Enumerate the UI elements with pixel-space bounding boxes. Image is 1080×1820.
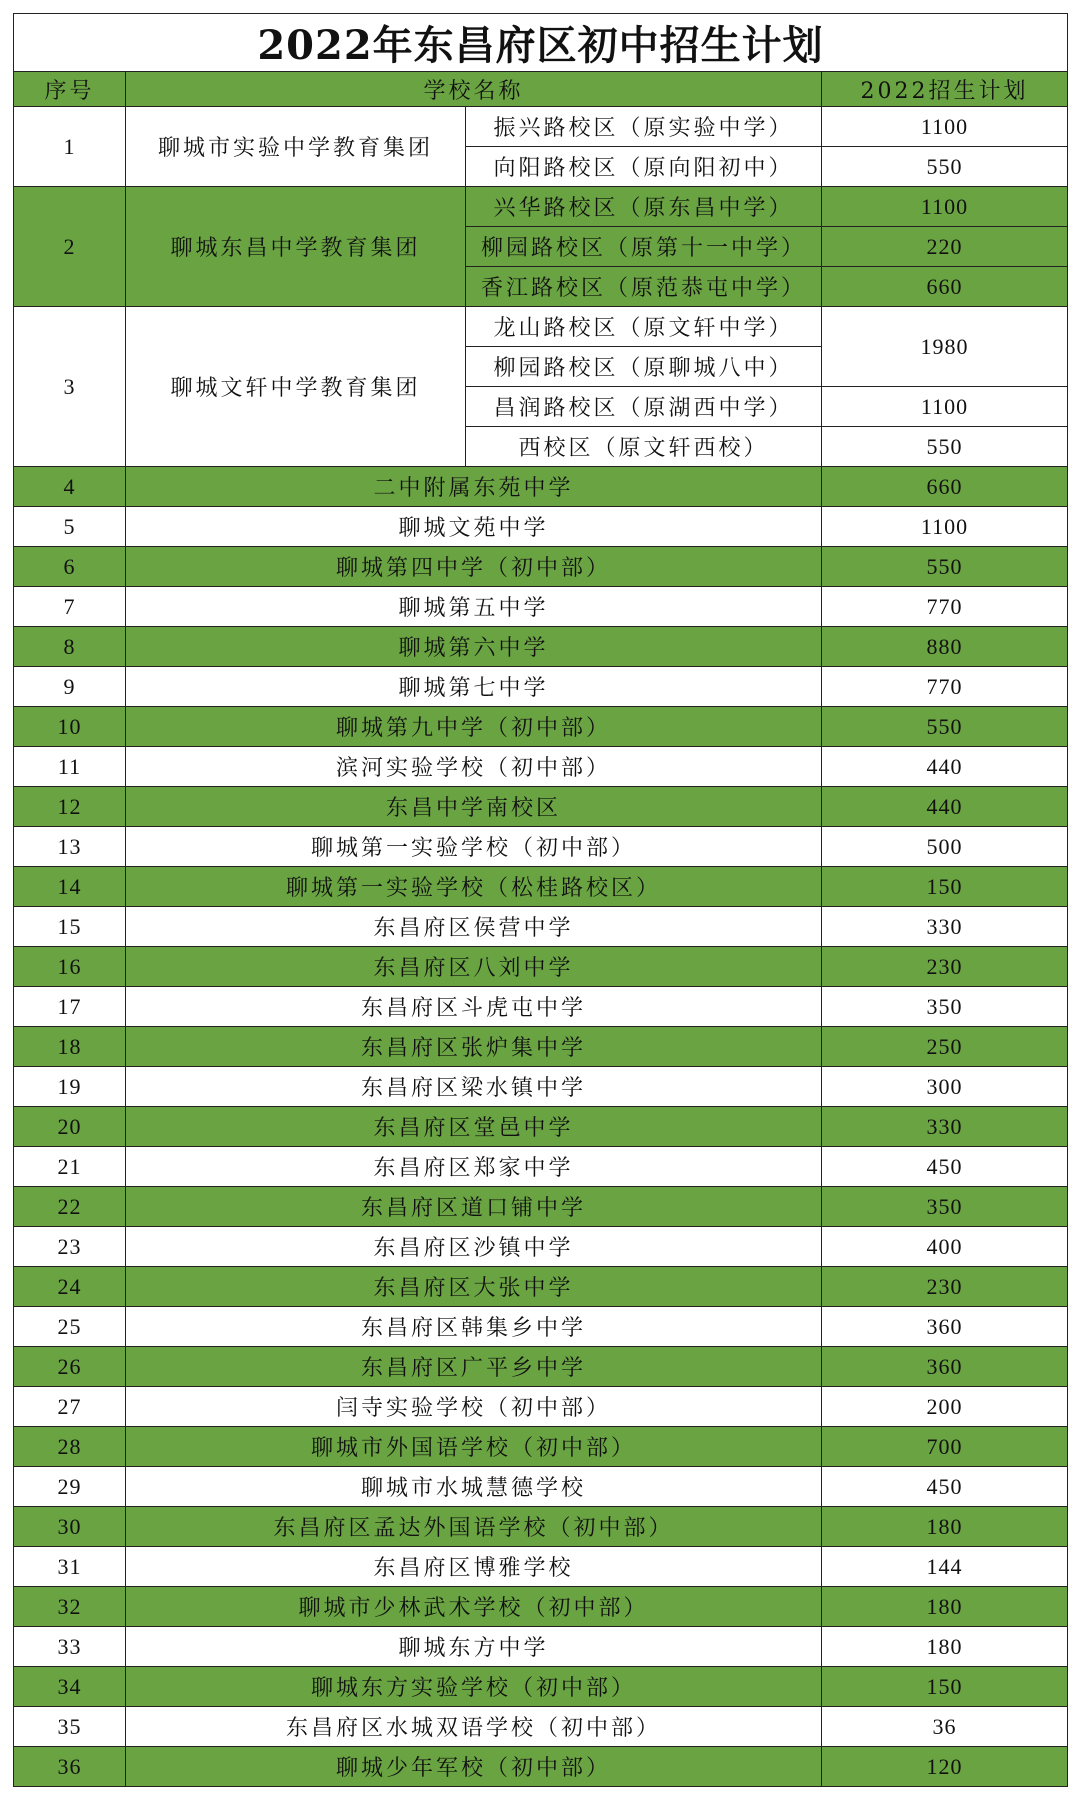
school-name: 东昌府区郑家中学 [126,1147,822,1187]
row-number: 19 [14,1067,126,1107]
row-number: 33 [14,1627,126,1667]
campus-plan: 1100 [822,387,1068,427]
table-row [14,547,1068,587]
table-row [14,1587,1068,1627]
table-row [14,307,1068,347]
plan-value: 350 [822,1187,1068,1227]
row-number: 22 [14,1187,126,1227]
table-row [14,1707,1068,1747]
row-number: 15 [14,907,126,947]
plan-value: 500 [822,827,1068,867]
school-name: 聊城文苑中学 [126,507,822,547]
table-row [14,787,1068,827]
row-number: 5 [14,507,126,547]
row-number: 31 [14,1547,126,1587]
school-name: 聊城第一实验学校（松桂路校区） [126,867,822,907]
school-name: 东昌府区侯营中学 [126,907,822,947]
row-number: 10 [14,707,126,747]
school-name: 聊城第九中学（初中部） [126,707,822,747]
campus-name: 向阳路校区（原向阳初中） [466,147,822,187]
table-row [14,1147,1068,1187]
table-row [14,1547,1068,1587]
table-row [14,1467,1068,1507]
group-number: 3 [14,307,126,467]
campus-plan: 660 [822,267,1068,307]
group-name: 聊城市实验中学教育集团 [126,107,466,187]
plan-value: 400 [822,1227,1068,1267]
plan-value: 660 [822,467,1068,507]
plan-value: 450 [822,1467,1068,1507]
table-row [14,627,1068,667]
row-number: 30 [14,1507,126,1547]
table-row [14,707,1068,747]
school-name: 东昌府区斗虎屯中学 [126,987,822,1027]
row-number: 34 [14,1667,126,1707]
row-number: 16 [14,947,126,987]
plan-value: 300 [822,1067,1068,1107]
table-row [14,1747,1068,1787]
school-name: 东昌府区道口铺中学 [126,1187,822,1227]
row-number: 35 [14,1707,126,1747]
table-row [14,907,1068,947]
row-number: 6 [14,547,126,587]
school-name: 二中附属东苑中学 [126,467,822,507]
table-row [14,467,1068,507]
campus-plan: 550 [822,147,1068,187]
school-name: 东昌府区孟达外国语学校（初中部） [126,1507,822,1547]
school-name: 东昌府区大张中学 [126,1267,822,1307]
school-name: 东昌府区八刘中学 [126,947,822,987]
table-row [14,747,1068,787]
header-no: 序号 [14,72,126,107]
school-name: 聊城第五中学 [126,587,822,627]
table-row [14,587,1068,627]
row-number: 23 [14,1227,126,1267]
campus-plan: 220 [822,227,1068,267]
group-number: 2 [14,187,126,307]
row-number: 14 [14,867,126,907]
campus-name: 柳园路校区（原第十一中学） [466,227,822,267]
campus-name: 昌润路校区（原湖西中学） [466,387,822,427]
table-row [14,187,1068,227]
table-row [14,1387,1068,1427]
table-row [14,1187,1068,1227]
table-row [14,1107,1068,1147]
school-name: 聊城市外国语学校（初中部） [126,1427,822,1467]
plan-value: 180 [822,1627,1068,1667]
table-row [14,1307,1068,1347]
table-row [14,107,1068,147]
row-number: 18 [14,1027,126,1067]
school-name: 聊城第一实验学校（初中部） [126,827,822,867]
plan-value: 440 [822,747,1068,787]
row-number: 21 [14,1147,126,1187]
row-number: 29 [14,1467,126,1507]
plan-value: 180 [822,1507,1068,1547]
shared-plan: 1980 [822,307,1068,387]
table-row [14,827,1068,867]
school-name: 东昌府区张炉集中学 [126,1027,822,1067]
table-row [14,1267,1068,1307]
plan-value: 330 [822,907,1068,947]
school-name: 东昌府区博雅学校 [126,1547,822,1587]
plan-value: 450 [822,1147,1068,1187]
plan-value: 550 [822,547,1068,587]
row-number: 9 [14,667,126,707]
plan-value: 36 [822,1707,1068,1747]
plan-value: 350 [822,987,1068,1027]
plan-value: 150 [822,1667,1068,1707]
plan-value: 230 [822,1267,1068,1307]
table-row [14,1347,1068,1387]
plan-value: 770 [822,667,1068,707]
plan-value: 360 [822,1347,1068,1387]
campus-name: 柳园路校区（原聊城八中） [466,347,822,387]
school-name: 滨河实验学校（初中部） [126,747,822,787]
school-name: 聊城少年军校（初中部） [126,1747,822,1787]
group-number: 1 [14,107,126,187]
plan-value: 880 [822,627,1068,667]
school-name: 闫寺实验学校（初中部） [126,1387,822,1427]
school-name: 东昌府区沙镇中学 [126,1227,822,1267]
row-number: 28 [14,1427,126,1467]
table-row [14,987,1068,1027]
row-number: 26 [14,1347,126,1387]
table-row [14,947,1068,987]
campus-plan: 1100 [822,187,1068,227]
campus-name: 振兴路校区（原实验中学） [466,107,822,147]
plan-value: 550 [822,707,1068,747]
table-row [14,1427,1068,1467]
school-name: 东昌中学南校区 [126,787,822,827]
table-row [14,1667,1068,1707]
row-number: 17 [14,987,126,1027]
plan-value: 770 [822,587,1068,627]
enrollment-table [13,13,1068,1787]
row-number: 11 [14,747,126,787]
table-row [14,667,1068,707]
table-row [14,1027,1068,1067]
table-row [14,1067,1068,1107]
campus-name: 西校区（原文轩西校） [466,427,822,467]
table-row [14,1627,1068,1667]
enrollment-sheet [13,13,1067,1787]
group-name: 聊城文轩中学教育集团 [126,307,466,467]
school-name: 东昌府区堂邑中学 [126,1107,822,1147]
table-row [14,867,1068,907]
row-number: 20 [14,1107,126,1147]
row-number: 32 [14,1587,126,1627]
school-name: 聊城市水城慧德学校 [126,1467,822,1507]
school-name: 聊城第七中学 [126,667,822,707]
row-number: 7 [14,587,126,627]
plan-value: 150 [822,867,1068,907]
plan-value: 700 [822,1427,1068,1467]
row-number: 12 [14,787,126,827]
row-number: 24 [14,1267,126,1307]
campus-name: 龙山路校区（原文轩中学） [466,307,822,347]
plan-value: 360 [822,1307,1068,1347]
school-name: 聊城第四中学（初中部） [126,547,822,587]
plan-value: 440 [822,787,1068,827]
campus-name: 兴华路校区（原东昌中学） [466,187,822,227]
header-school: 学校名称 [126,72,822,107]
school-name: 聊城第六中学 [126,627,822,667]
row-number: 36 [14,1747,126,1787]
row-number: 25 [14,1307,126,1347]
table-row [14,1227,1068,1267]
school-name: 东昌府区水城双语学校（初中部） [126,1707,822,1747]
table-row [14,1507,1068,1547]
plan-value: 230 [822,947,1068,987]
plan-value: 1100 [822,507,1068,547]
table-row [14,507,1068,547]
campus-plan: 550 [822,427,1068,467]
school-name: 东昌府区韩集乡中学 [126,1307,822,1347]
group-name: 聊城东昌中学教育集团 [126,187,466,307]
header-plan: 2022招生计划 [822,72,1068,107]
plan-value: 144 [822,1547,1068,1587]
plan-value: 120 [822,1747,1068,1787]
row-number: 8 [14,627,126,667]
row-number: 4 [14,467,126,507]
school-name: 聊城市少林武术学校（初中部） [126,1587,822,1627]
plan-value: 180 [822,1587,1068,1627]
campus-name: 香江路校区（原范恭屯中学） [466,267,822,307]
plan-value: 330 [822,1107,1068,1147]
row-number: 27 [14,1387,126,1427]
table-title: 2022年东昌府区初中招生计划 [14,14,1068,72]
school-name: 东昌府区梁水镇中学 [126,1067,822,1107]
school-name: 聊城东方实验学校（初中部） [126,1667,822,1707]
school-name: 聊城东方中学 [126,1627,822,1667]
school-name: 东昌府区广平乡中学 [126,1347,822,1387]
plan-value: 250 [822,1027,1068,1067]
row-number: 13 [14,827,126,867]
campus-plan: 1100 [822,107,1068,147]
plan-value: 200 [822,1387,1068,1427]
